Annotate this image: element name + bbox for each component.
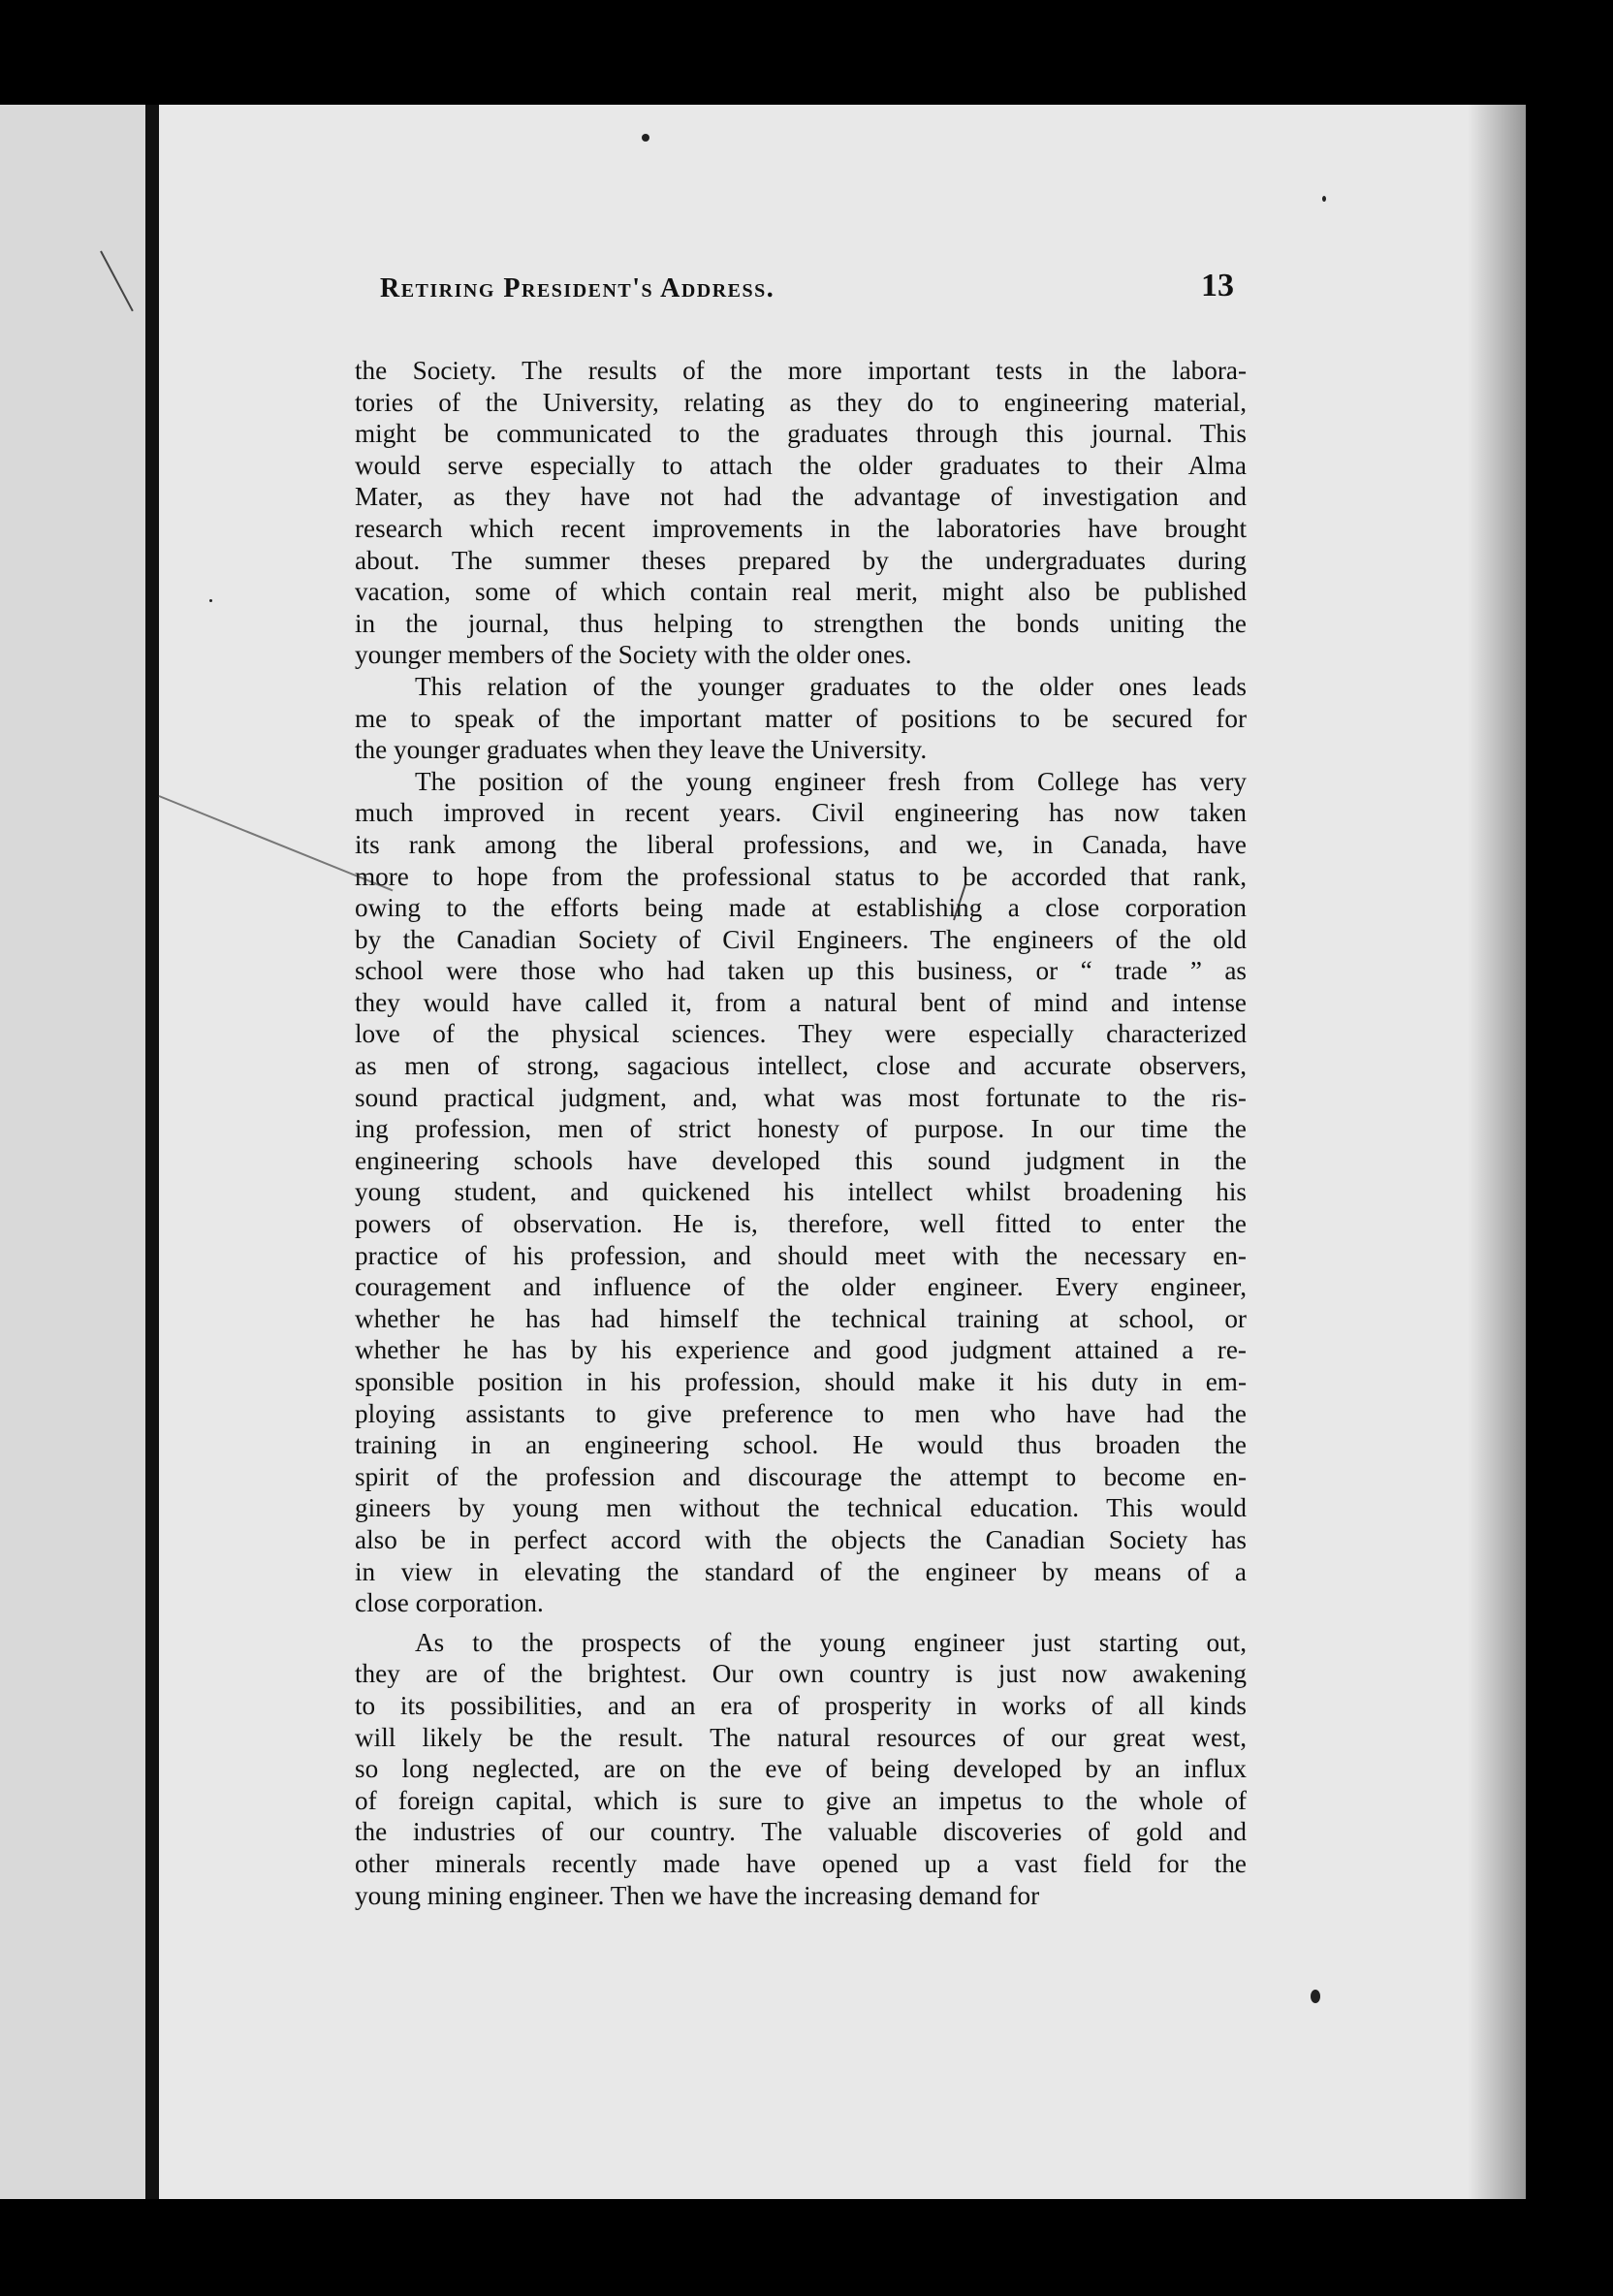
body-text xyxy=(355,355,1247,1911)
text-line: more to hope from the professional status to be accorded that rank, xyxy=(355,861,1247,891)
text-line: ploying assistants to give preference to men who have had the xyxy=(355,1398,1247,1428)
text-line: gineers by young men without the technical education. This would xyxy=(355,1493,1247,1523)
scan-speck xyxy=(1322,196,1326,202)
text-line: much improved in recent years. Civil engineering has now taken xyxy=(355,798,1247,828)
text-line: in view in elevating the standard of the engineer by means of a xyxy=(355,1556,1247,1586)
text-line: school were those who had taken up this business, or “ trade ” as xyxy=(355,956,1247,986)
page-gutter xyxy=(145,105,159,2199)
text-line: sound practical judgment, and, what was most fortunate to the ris- xyxy=(355,1082,1247,1112)
text-line: might be communicated to the graduates through this journal. This xyxy=(355,419,1247,449)
text-line: training in an engineering school. He would thus broaden the xyxy=(355,1430,1247,1460)
text-line: As to the prospects of the young engineer just starting out, xyxy=(415,1627,1247,1657)
text-line: the younger graduates when they leave the University. xyxy=(355,735,928,765)
text-line: me to speak of the important matter of positions to be secured for xyxy=(355,703,1247,733)
text-line: they are of the brightest. Our own country is just now awakening xyxy=(355,1659,1247,1689)
text-line: This relation of the younger graduates to the older ones leads xyxy=(415,671,1247,701)
text-line: other minerals recently made have opened up a vast field for the xyxy=(355,1848,1247,1878)
text-line: would serve especially to attach the older graduates to their Alma xyxy=(355,450,1247,480)
text-line: as men of strong, sagacious intellect, close and accurate observers, xyxy=(355,1051,1247,1081)
text-line: they would have called it, from a natural bent of mind and intense xyxy=(355,987,1247,1017)
text-line: whether he has by his experience and good judgment attained a re- xyxy=(355,1335,1247,1365)
scan-speck xyxy=(1311,1990,1320,2003)
text-line: owing to the efforts being made at establishing a close corporation xyxy=(355,893,1247,923)
text-line: practice of his profession, and should meet with the necessary en- xyxy=(355,1240,1247,1270)
text-line: The position of the young engineer fresh from College has very xyxy=(415,766,1247,796)
text-line: in the journal, thus helping to strengthen the bonds uniting the xyxy=(355,608,1247,638)
text-line: of foreign capital, which is sure to give an impetus to the whole of xyxy=(355,1785,1247,1815)
text-line: Mater, as they have not had the advantage of investigation and xyxy=(355,482,1247,512)
text-line: powers of observation. He is, therefore, well fitted to enter the xyxy=(355,1209,1247,1239)
text-line: the Society. The results of the more important tests in the labora- xyxy=(355,356,1247,385)
text-line: young mining engineer. Then we have the increasing demand for xyxy=(355,1880,1040,1910)
running-head: Retiring President's Address. xyxy=(380,273,775,303)
text-line: about. The summer theses prepared by the undergraduates during xyxy=(355,545,1247,575)
paragraph-spacer xyxy=(355,1619,1247,1627)
text-line: couragement and influence of the older engineer. Every engineer, xyxy=(355,1272,1247,1302)
scan-speck xyxy=(642,134,649,142)
text-line: tories of the University, relating as they do to engineering material, xyxy=(355,387,1247,417)
text-line: the industries of our country. The valuable discoveries of gold and xyxy=(355,1817,1247,1847)
text-line: to its possibilities, and an era of prosperity in works of all kinds xyxy=(355,1690,1247,1720)
text-line: whether he has had himself the technical training at school, or xyxy=(355,1303,1247,1333)
text-line: spirit of the profession and discourage the attempt to become en- xyxy=(355,1461,1247,1491)
text-line: close corporation. xyxy=(355,1588,544,1618)
page-number: 13 xyxy=(1201,268,1234,303)
text-line: love of the physical sciences. They were especially characterized xyxy=(355,1019,1247,1049)
page-header xyxy=(380,268,1252,312)
paragraph xyxy=(355,671,1247,766)
text-line: so long neglected, are on the eve of being developed by an influx xyxy=(355,1754,1247,1784)
text-line: younger members of the Society with the older ones. xyxy=(355,640,912,670)
text-line: will likely be the result. The natural resources of our great west, xyxy=(355,1722,1247,1752)
text-line: also be in perfect accord with the objects the Canadian Society has xyxy=(355,1524,1247,1554)
text-line: ing profession, men of strict honesty of purpose. In our time the xyxy=(355,1114,1247,1144)
text-line: young student, and quickened his intellect whilst broadening his xyxy=(355,1177,1247,1207)
adjacent-page-edge xyxy=(0,105,145,2199)
text-line: its rank among the liberal professions, and we, in Canada, have xyxy=(355,829,1247,859)
text-line: sponsible position in his profession, should make it his duty in em- xyxy=(355,1367,1247,1396)
text-line: vacation, some of which contain real merit, might also be published xyxy=(355,577,1247,607)
scan-speck xyxy=(209,599,212,602)
text-line: by the Canadian Society of Civil Engineers. The engineers of the old xyxy=(355,924,1247,954)
text-line: research which recent improvements in the laboratories have brought xyxy=(355,513,1247,543)
text-line: engineering schools have developed this sound judgment in the xyxy=(355,1145,1247,1175)
paragraph xyxy=(355,766,1247,1619)
paragraph xyxy=(355,355,1247,671)
paragraph xyxy=(355,1627,1247,1911)
